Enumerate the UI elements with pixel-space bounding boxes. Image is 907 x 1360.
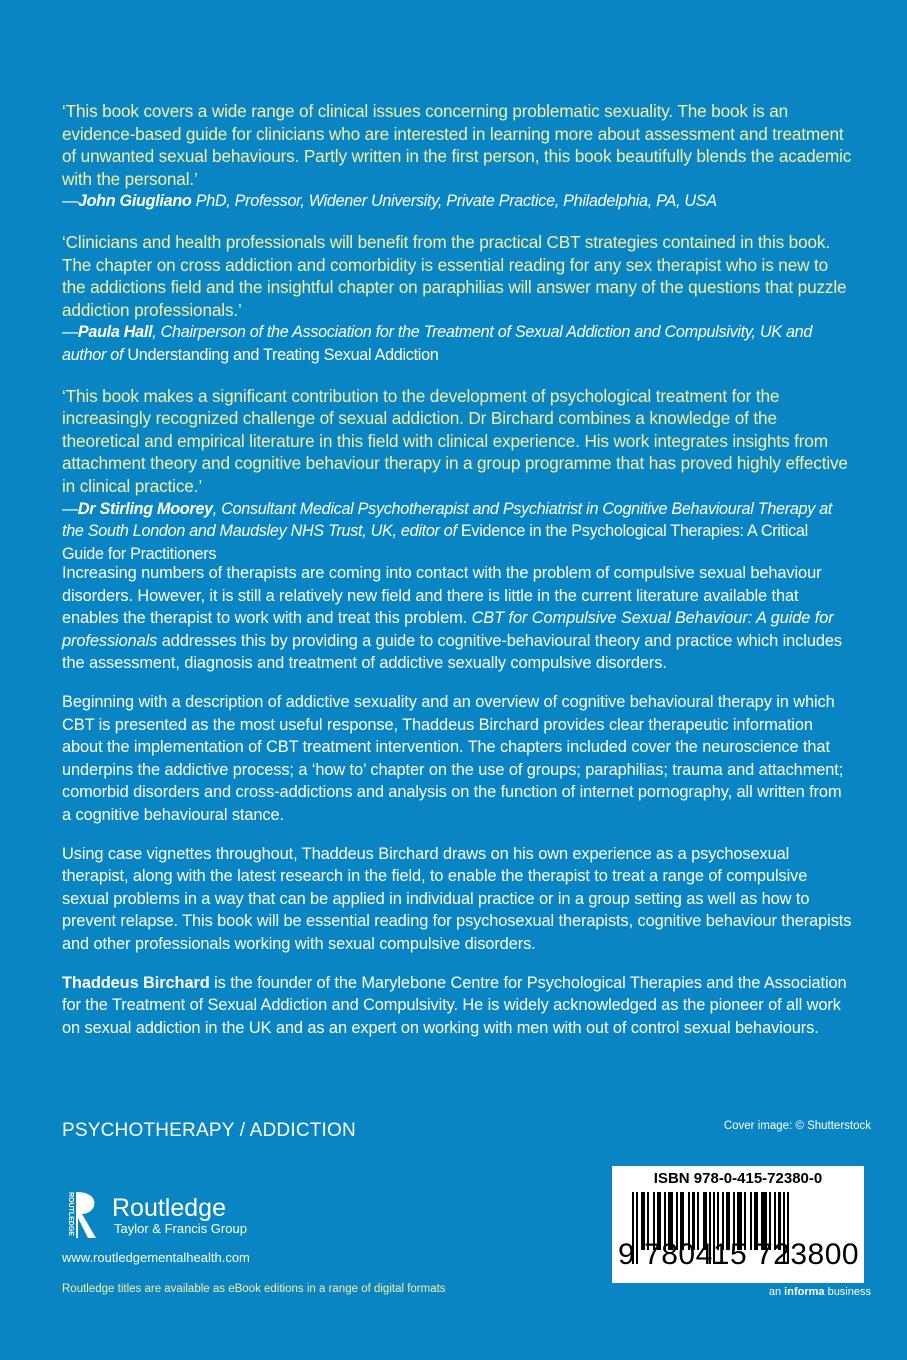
- publisher-name: Routledge: [112, 1193, 226, 1222]
- text: an: [768, 1286, 785, 1298]
- endorser-name: John Giugliano: [77, 192, 192, 211]
- quote-attribution: [62, 190, 852, 213]
- informa-brand: informa: [784, 1286, 825, 1298]
- endorsement-3: [62, 385, 852, 566]
- publisher-group: Taylor & Francis Group: [114, 1220, 247, 1236]
- isbn-number: ISBN 978-0-415-72380-0: [653, 1170, 823, 1187]
- text: is the founder of the Marylebone Centre for Psychological Therapies and the Association for the Treatment of Sexual Addiction and Compulsivity. He is widely acknowledged as the pioneer of all work on sexual addiction in the UK and as an expert on working with men with out of control sexual behaviours.: [62, 973, 847, 1037]
- quote-text: ‘This book makes a significant contribution to the development of psychological treatment for the increasingly recognized challenge of sexual addiction. Dr Birchard combines a knowledge of the theoretical and empirical literature in this field with clinical experience. His work integrates insights from attachment theory and cognitive behaviour therapy in a group programme that has proved highly effective in clinical practice.’: [62, 385, 848, 496]
- text: addresses this by providing a guide to cognitive-behavioural theory and practice which includes the assessment, diagnosis and treatment of addictive sexually compulsive disorders.: [62, 631, 842, 673]
- endorser-work: Understanding and Treating Sexual Addiction: [127, 345, 439, 364]
- subject-category: PSYCHOTHERAPY / ADDICTION: [62, 1120, 356, 1141]
- author-name: Thaddeus Birchard: [62, 973, 210, 992]
- description-paragraph-1: [62, 562, 852, 675]
- routledge-r-icon: [62, 1190, 102, 1240]
- text: Increasing numbers of therapists are coming into contact with the problem of compulsive sexual behaviour disorders. However, it is still a relatively new field and there is little in the current literature available that enables the therapist to work with and treat this problem.: [62, 564, 822, 628]
- dash: —: [62, 323, 78, 342]
- dash: —: [62, 192, 78, 211]
- book-title: CBT for Compulsive Sexual Behaviour: A guide for professionals: [62, 609, 834, 650]
- svg-text:ROUTLEDGE: ROUTLEDGE: [67, 1192, 74, 1236]
- description-paragraph-3: Using case vignettes throughout, Thaddeus Birchard draws on his own experience as a psychosexual therapist, along with the latest research in the field, to enable the therapist to treat a range of compulsive sexual problems in a way that can be applied in individual practice or in a group setting as well as how to prevent relapse. This book will be essential reading for psychosexual therapists, cognitive behaviour therapists and other professionals working with sexual compulsive disorders.: [62, 844, 852, 953]
- quote-attribution: [62, 498, 852, 566]
- author-bio: [62, 972, 852, 1040]
- barcode-digits: 9 780415 723800: [618, 1238, 860, 1271]
- cover-credit: Cover image: © Shutterstock: [723, 1120, 871, 1132]
- text: business: [824, 1286, 871, 1298]
- quote-attribution: [62, 321, 852, 366]
- description-paragraph-2: Beginning with a description of addictive sexuality and an overview of cognitive behavioural therapy in which CBT is presented as the most useful response, Thaddeus Birchard provides clear therapeutic information about the implementation of CBT treatment intervention. The chapters included cover the neuroscience that underpins the addictive process; a ‘how to’ chapter on the use of groups; paraphilias; trauma and attachment; comorbid disorders and cross-addictions and analysis on the function of internet pornography, all written from a cognitive behavioural stance.: [62, 692, 844, 824]
- dash: —: [62, 499, 78, 518]
- endorser-work: Evidence in the Psychological Therapies: A Critical Guide for Practitioners: [62, 522, 808, 563]
- endorser-role: PhD, Professor, Widener University, Private Practice, Philadelphia, PA, USA: [191, 192, 717, 211]
- endorser-name: Paula Hall: [77, 323, 153, 342]
- endorser-role: , Chairperson of the Association for the Treatment of Sexual Addiction and Compulsivity, UK and author of: [62, 323, 813, 364]
- publisher-text: [112, 1195, 247, 1236]
- publisher-logo: [62, 1190, 247, 1240]
- endorsement-1: [62, 100, 852, 213]
- endorser-role: , Consultant Medical Psychotherapist and Psychiatrist in Cognitive Behavioural Therapy at the South London and Maudsley NHS Trust, UK, editor of: [62, 499, 833, 541]
- book-description: [62, 562, 852, 1055]
- quote-text: ‘Clinicians and health professionals will benefit from the practical CBT strategies contained in this book. The chapter on cross addiction and comorbidity is essential reading for any sex therapist who is new to the addictions field and the insightful chapter on paraphilias will answer many of the questions that puzzle addiction professionals.’: [62, 231, 847, 320]
- publisher-url[interactable]: www.routledgementalhealth.com: [62, 1250, 250, 1265]
- isbn-barcode: [612, 1166, 864, 1283]
- quote-text: ‘This book covers a wide range of clinical issues concerning problematic sexuality. The book is an evidence-based guide for clinicians who are interested in learning more about assessment and treatment of unwanted sexual behaviours. Partly written in the first person, this book beautifully blends the academic with the personal.’: [62, 101, 852, 189]
- endorser-name: Dr Stirling Moorey: [77, 499, 213, 518]
- endorsements: [62, 100, 852, 583]
- endorsement-2: [62, 231, 852, 367]
- ebook-note: Routledge titles are available as eBook editions in a range of digital formats: [62, 1283, 446, 1295]
- informa-tagline: [769, 1286, 871, 1298]
